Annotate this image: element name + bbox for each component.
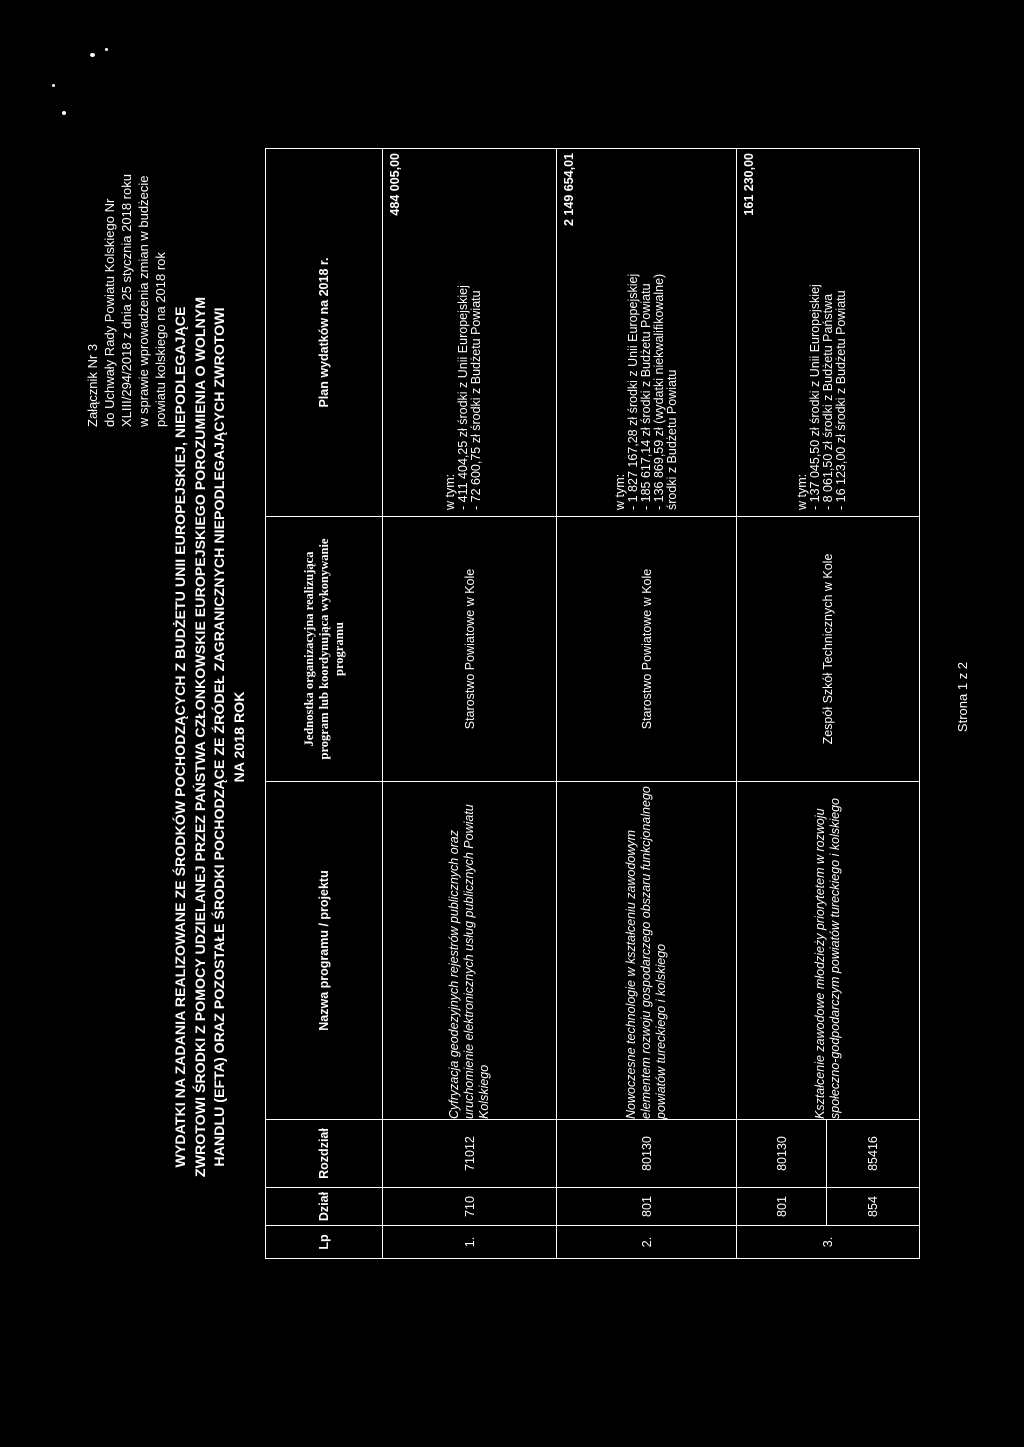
plan-detail: - 411 404,25 zł środki z Unii Europejskiej (456, 285, 470, 510)
cell-nazwa: Nowoczesne technologie w kształceniu zawodowym elementem rozwoju gospodarczego obszaru funkcjonalnego powiatów tureckiego i kolskiego (557, 782, 737, 1120)
cell-dzial: 801 (557, 1188, 737, 1226)
attachment-note (84, 137, 169, 427)
plan-detail: środki z Budżetu Powiatu (665, 369, 679, 510)
table-row (557, 149, 737, 1259)
document-title (172, 232, 250, 1242)
expenditure-table (265, 148, 920, 1259)
plan-amount: 484 005,00 (388, 153, 402, 216)
cell-plan (557, 149, 737, 517)
cell-dzial: 801 (737, 1188, 827, 1226)
page-number: Strona 1 z 2 (955, 661, 970, 733)
attachment-line: XLIII/294/2018 z dnia 25 stycznia 2018 roku (119, 174, 134, 427)
title-line: ZWROTOWI ŚRODKI Z POMOCY UDZIELANEJ PRZEZ PAŃSTWA CZŁONKOWSKIE EUROPEJSKIEGO POROZUMIENIA O WOLNYM (192, 296, 209, 1178)
header-jednostka: Jednostka organizacyjna realizująca program lub koordynująca wykonywanie programu (266, 517, 383, 782)
header-nazwa: Nazwa programu / projektu (266, 782, 383, 1120)
cell-rozdzial: 85416 (827, 1120, 920, 1188)
cell-nazwa: Cyfryzacja geodezyjnych rejestrów publicznych oraz uruchomienie elektronicznych usług publicznych Powiatu Kolskiego (383, 782, 557, 1120)
table-row (383, 149, 557, 1259)
scan-specks (50, 37, 120, 117)
header-dzial: Dział (266, 1188, 383, 1226)
cell-dzial: 710 (383, 1188, 557, 1226)
cell-nazwa: Kształcenie zawodowe młodzieży priorytetem w rozwoju społeczno-godpodarczym powiatów tureckiego i kolskiego (737, 782, 920, 1120)
plan-detail: - 16 123,00 zł środki z Budżetu Powiatu (834, 290, 848, 510)
plan-detail: - 137 045,50 zł środki z Unii Europejskiej (808, 284, 822, 510)
attachment-line: do Uchwały Rady Powiatu Kolskiego Nr (102, 198, 117, 427)
title-line: WYDATKI NA ZADANIA REALIZOWANE ZE ŚRODKÓW POCHODZĄCYCH Z BUDŻETU UNII EUROPEJSKIEJ, NIEPODLEGAJĄCE (173, 306, 189, 1168)
cell-plan (383, 149, 557, 517)
header-plan: Plan wydatków na 2018 r. (266, 149, 383, 517)
table-row (737, 149, 827, 1259)
cell-lp: 3. (737, 1226, 920, 1259)
title-line: HANDLU (EFTA) ORAZ POZOSTAŁE ŚRODKI POCHODZĄCE ZE ŹRÓDEŁ ZAGRANICZNYCH NIEPODLEGAJĄCYCH ZWROTOWI (212, 307, 228, 1167)
table-header-row (266, 149, 383, 1259)
plan-w-tym: w tym: (443, 473, 457, 510)
attachment-line: w sprawie wprowadzenia zmian w budżecie (136, 175, 151, 427)
plan-detail: - 136 869,59 zł (wydatki niekwalifikowalne) (652, 273, 666, 510)
cell-dzial: 854 (827, 1188, 920, 1226)
header-rozdzial: Rozdział (266, 1120, 383, 1188)
cell-plan (737, 149, 920, 517)
cell-rozdzial: 71012 (383, 1120, 557, 1188)
plan-w-tym: w tym: (613, 473, 627, 510)
attachment-line: powiatu kolskiego na 2018 rok (153, 252, 168, 427)
cell-jednostka: Zespół Szkół Technicznych w Kole (737, 517, 920, 782)
plan-detail: - 185 617,14 zł środki z Budżetu Powiatu (639, 283, 653, 510)
plan-detail: - 1 827 167,28 zł środki z Unii Europejskiej (626, 273, 640, 510)
cell-lp: 1. (383, 1226, 557, 1259)
plan-amount: 161 230,00 (742, 153, 756, 216)
attachment-line: Załącznik Nr 3 (85, 343, 100, 427)
title-line: NA 2018 ROK (231, 691, 248, 783)
cell-lp: 2. (557, 1226, 737, 1259)
plan-amount: 2 149 654,01 (562, 153, 576, 226)
cell-jednostka: Starostwo Powiatowe w Kole (557, 517, 737, 782)
plan-detail: - 8 061,50 zł środki z Budżetu Państwa (821, 293, 835, 510)
plan-detail: - 72 600,75 zł środki z Budżetu Powiatu (469, 290, 483, 510)
header-lp: Lp (266, 1226, 383, 1259)
cell-jednostka: Starostwo Powiatowe w Kole (383, 517, 557, 782)
cell-rozdzial: 80130 (737, 1120, 827, 1188)
plan-w-tym: w tym: (795, 473, 809, 510)
cell-rozdzial: 80130 (557, 1120, 737, 1188)
